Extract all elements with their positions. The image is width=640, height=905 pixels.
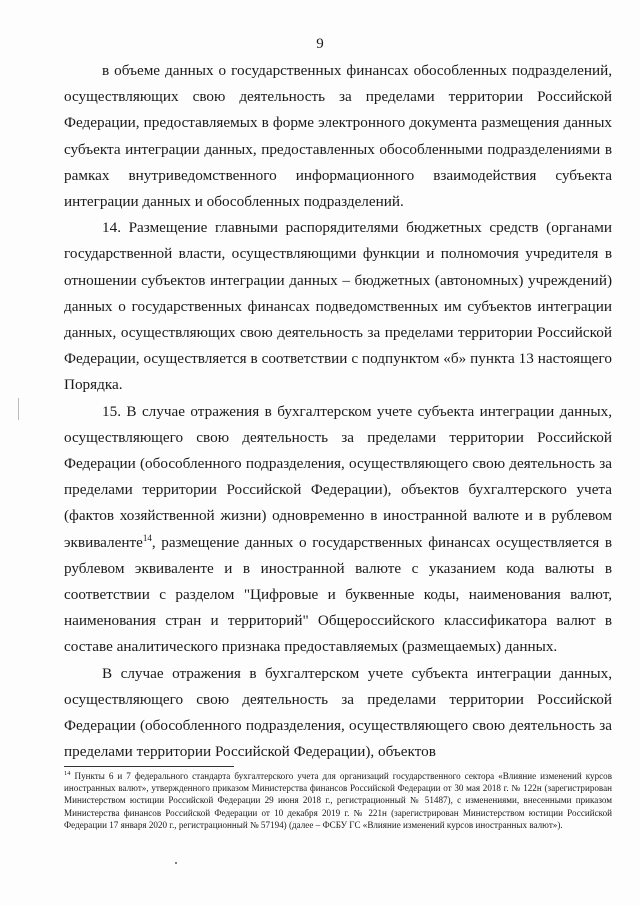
footnote-mark: 14: [64, 769, 71, 777]
footnote-divider: [64, 766, 234, 767]
paragraph-15-second: В случае отражения в бухгалтерском учете субъекта интеграции данных, осуществляющего свою деятельность за пределами территории Российской Федерации (обособленного подразделения, осуществляющего свою деятельность за пределами территории Российской Федерации), объектов: [64, 664, 612, 761]
scan-artifact-dot: [175, 862, 177, 864]
footnote-text: Пункты 6 и 7 федерального стандарта бухгалтерского учета для организаций государственного сектора «Влияние изменений курсов иностранных валют», утвержденного приказом Министерства финансов Российской Федерации от 30 мая 2018 г. № 122н (зарегистрирован Министерством юстиции Российской Федерации 29 июня 2018 г., регистрационный № 51487), с изменениями, внесенными приказом Министерства финансов Российской Федерации от 10 декабря 2019 г. № 221н (зарегистрирован Министерством юстиции Российской Федерации 17 января 2020 г., регистрационный № 57194) (далее – ФСБУ ГС «Влияние изменений курсов иностранных валют»).: [64, 771, 612, 830]
footnote: [64, 770, 612, 831]
scan-artifact-line: [18, 398, 19, 420]
document-body: [64, 58, 612, 765]
paragraph-15-text-b: , размещение данных о государственных финансах осуществляется в рублевом эквиваленте и в иностранной валюте с указанием кода валюты в соответствии с разделом "Цифровые и буквенные коды, наименования валют, наименования стран и территорий" Общероссийского классификатора валют в составе аналитического признака предоставляемых (размещаемых) данных.: [64, 533, 612, 656]
footnote-text-block: [64, 770, 612, 831]
paragraph-15-text-a: 15. В случае отражения в бухгалтерском учете субъекта интеграции данных, осуществляющего свою деятельность за пределами территории Российской Федерации (обособленного подразделения, осуществляющего свою деятельность за пределами территории Российской Федерации), объектов бухгалтерского учета (фактов хозяйственной жизни) одновременно в иностранной валюте и в рублевом эквиваленте: [64, 402, 612, 551]
paragraph-continuation: в объеме данных о государственных финансах обособленных подразделений, осуществляющих свою деятельность за пределами территории Российской Федерации, предоставляемых в форме электронного документа размещения данных субъекта интеграции данных, предоставленных обособленными подразделениями в рамках внутриведомственного информационного взаимодействия субъекта интеграции данных и обособленных подразделений.: [64, 62, 612, 211]
paragraph-14: 14. Размещение главными распорядителями бюджетных средств (органами государственной власти, осуществляющими функции и полномочия учредителя в отношении субъектов интеграции данных – бюджетных (автономных) учреждений) данных о государственных финансах подведомственных им субъектов интеграции данных, осуществляющих свою деятельность за пределами территории Российской Федерации, осуществляется в соответствии с подпунктом «б» пункта 13 настоящего Порядка.: [64, 219, 612, 394]
paragraph-15: [64, 399, 612, 661]
page-number: 9: [316, 36, 324, 52]
footnote-reference: 14: [142, 532, 152, 543]
